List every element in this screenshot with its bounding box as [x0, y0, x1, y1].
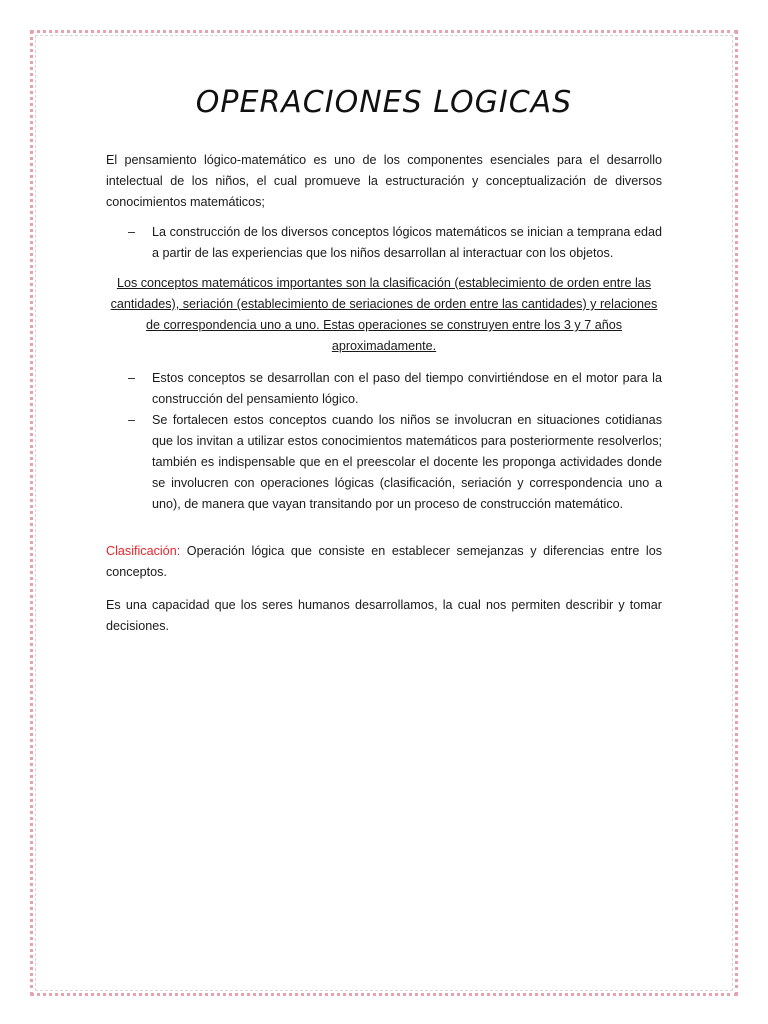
dash-bullet: –: [128, 413, 136, 427]
list-item-text: Estos conceptos se desarrollan con el paso del tiempo convirtiéndose en el motor para la construcción del pensamiento lógico.: [152, 371, 662, 406]
list-conceptos: [106, 368, 662, 515]
dash-bullet: –: [128, 371, 136, 385]
highlight-paragraph: Los conceptos matemáticos importantes son la clasificación (establecimiento de orden entre las cantidades), seriación (establecimiento de seriaciones de orden entre las cantidades) y relaciones de correspondencia uno a uno. Estas operaciones se construyen entre los 3 y 7 años aproximadamente.: [110, 276, 658, 353]
closing-paragraph: Es una capacidad que los seres humanos desarrollamos, la cual nos permiten describir y tomar decisiones.: [106, 598, 662, 633]
page-title: OPERACIONES LOGICAS: [195, 85, 573, 120]
dash-bullet: –: [128, 225, 136, 239]
list-item: [106, 222, 662, 264]
definition-term: Clasificación:: [106, 544, 181, 558]
intro-paragraph: El pensamiento lógico-matemático es uno de los componentes esenciales para el desarrollo intelectual de los niños, el cual promueve la estructuración y conceptualización de diversos conocimientos matemáticos;: [106, 153, 662, 209]
list-item-text: Se fortalecen estos conceptos cuando los niños se involucran en situaciones cotidianas que los invitan a utilizar estos conocimientos matemáticos para posteriormente resolverlos; también es indispensable que en el preescolar el docente les proponga actividades donde se involucren con operaciones lógicas (clasificación, seriación y correspondencia uno a uno), de manera que vayan transitando por un proceso de construcción matemático.: [152, 413, 662, 511]
list-item: [106, 368, 662, 410]
definition-text: Operación lógica que consiste en establecer semejanzas y diferencias entre los conceptos.: [106, 544, 662, 579]
definition-paragraph: [106, 541, 662, 583]
list-item-text: La construcción de los diversos conceptos lógicos matemáticos se inician a temprana edad a partir de las experiencias que los niños desarrollan al interactuar con los objetos.: [152, 225, 662, 260]
list-construccion: [106, 222, 662, 264]
list-item: [106, 410, 662, 515]
